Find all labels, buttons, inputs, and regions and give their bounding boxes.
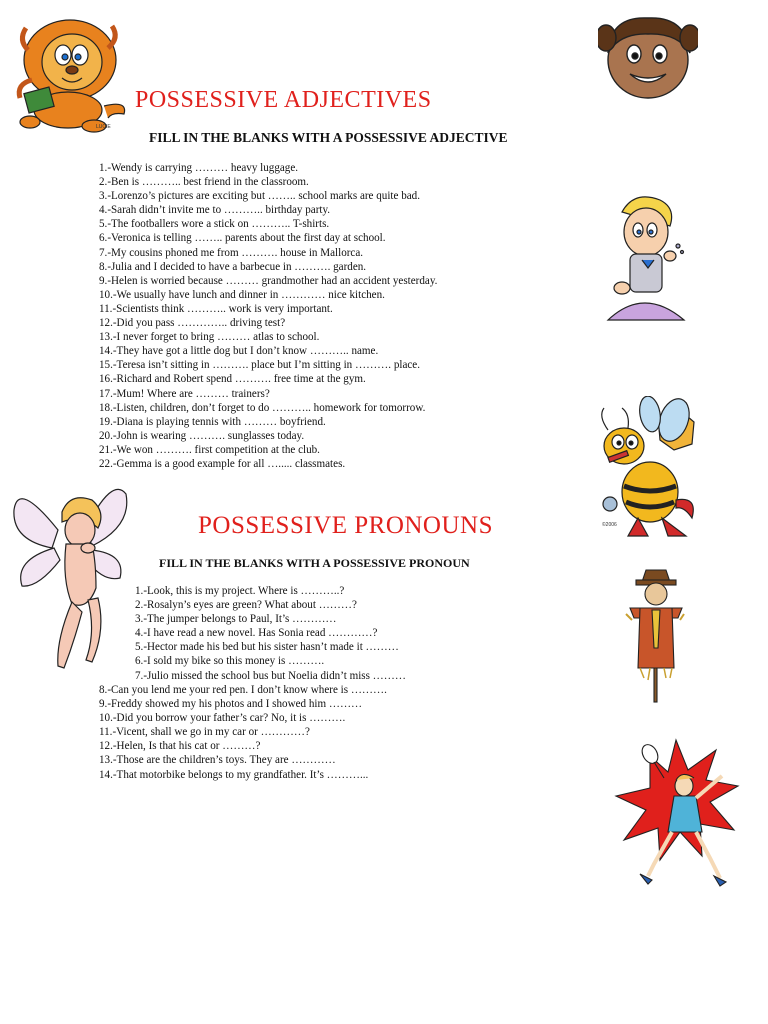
list-item: 13.-I never forget to bring ……… atlas to school.	[99, 331, 320, 344]
list-item: 17.-Mum! Where are ……… trainers?	[99, 387, 270, 400]
list-item: 2.-Ben is ……….. best friend in the classroom.	[99, 176, 309, 189]
bee-clipart	[588, 396, 708, 546]
adjectives-title: POSSESSIVE ADJECTIVES	[135, 87, 432, 113]
list-item: 12.-Did you pass ………….. driving test?	[99, 317, 286, 330]
pronouns-list-indented	[135, 584, 406, 683]
list-item: 21.-We won ………. first competition at the club.	[99, 443, 320, 456]
pronouns-instruction: FILL IN THE BLANKS WITH A POSSESSIVE PRONOUN	[159, 556, 470, 570]
pronouns-list	[99, 683, 387, 782]
adjectives-list	[99, 161, 437, 471]
lion-clipart	[8, 10, 133, 135]
list-item: 3.-The jumper belongs to Paul, It’s …………	[135, 613, 337, 626]
list-item: 1.-Wendy is carrying ……… heavy luggage.	[99, 162, 299, 174]
list-item: 13.-Those are the children’s toys. They are …………	[99, 754, 336, 767]
list-item: 1.-Look, this is my project. Where is ………..?	[135, 585, 345, 597]
list-item: 20.-John is wearing ………. sunglasses today.	[99, 429, 305, 442]
list-item: 9.-Freddy showed my his photos and I showed him ………	[99, 698, 363, 711]
list-item: 2.-Rosalyn’s eyes are green? What about ………?	[135, 599, 357, 612]
list-item: 11.-Scientists think ……….. work is very important.	[99, 302, 333, 315]
list-item: 18.-Listen, children, don’t forget to do ……….. homework for tomorrow.	[99, 401, 426, 414]
list-item: 15.-Teresa isn’t sitting in ………. place but I’m sitting in ………. place.	[99, 359, 420, 372]
girl-face-clipart	[598, 8, 698, 103]
svg-text:LUCIE: LUCIE	[96, 124, 111, 130]
list-item: 6.-I sold my bike so this money is ……….	[135, 655, 325, 668]
fairy-clipart	[8, 470, 133, 685]
scarecrow-clipart	[624, 568, 688, 703]
list-item: 14.-They have got a little dog but I don’t know ……….. name.	[99, 345, 379, 358]
list-item: 14.-That motorbike belongs to my grandfather. It’s ………...	[99, 768, 369, 781]
list-item: 5.-The footballers wore a stick on ……….. T-shirts.	[99, 218, 330, 231]
list-item: 22.-Gemma is a good example for all …..... classmates.	[99, 457, 346, 470]
boy-clipart	[604, 190, 690, 325]
list-item: 4.-Sarah didn’t invite me to ……….. birthday party.	[99, 204, 331, 217]
list-item: 19.-Diana is playing tennis with ……… boyfriend.	[99, 415, 326, 428]
list-item: 12.-Helen, Is that his cat or ………?	[99, 740, 261, 753]
list-item: 7.-Julio missed the school bus but Noelia didn’t miss ………	[135, 669, 406, 682]
list-item: 8.-Julia and I decided to have a barbecue in ………. garden.	[99, 260, 367, 273]
tennis-player-clipart	[610, 736, 745, 888]
list-item: 3.-Lorenzo’s pictures are exciting but …….. school marks are quite bad.	[99, 190, 421, 203]
list-item: 10.-Did you borrow your father’s car? No, it is ……….	[99, 712, 346, 725]
list-item: 9.-Helen is worried because ……… grandmother had an accident yesterday.	[99, 274, 438, 287]
list-item: 4.-I have read a new novel. Has Sonia read …………?	[135, 627, 378, 640]
list-item: 6.-Veronica is telling …….. parents about the first day at school.	[99, 232, 386, 245]
list-item: 16.-Richard and Robert spend ………. free time at the gym.	[99, 373, 366, 386]
list-item: 11.-Vicent, shall we go in my car or …………?	[99, 726, 310, 739]
pronouns-title: POSSESSIVE PRONOUNS	[198, 512, 493, 539]
svg-text:©2006: ©2006	[602, 522, 617, 528]
adjectives-instruction: FILL IN THE BLANKS WITH A POSSESSIVE ADJECTIVE	[149, 130, 508, 145]
list-item: 5.-Hector made his bed but his sister hasn’t made it ………	[135, 641, 399, 654]
list-item: 10.-We usually have lunch and dinner in ………… nice kitchen.	[99, 288, 385, 301]
list-item: 8.-Can you lend me your red pen. I don’t know where is ……….	[99, 684, 387, 696]
list-item: 7.-My cousins phoned me from ………. house in Mallorca.	[99, 246, 364, 259]
